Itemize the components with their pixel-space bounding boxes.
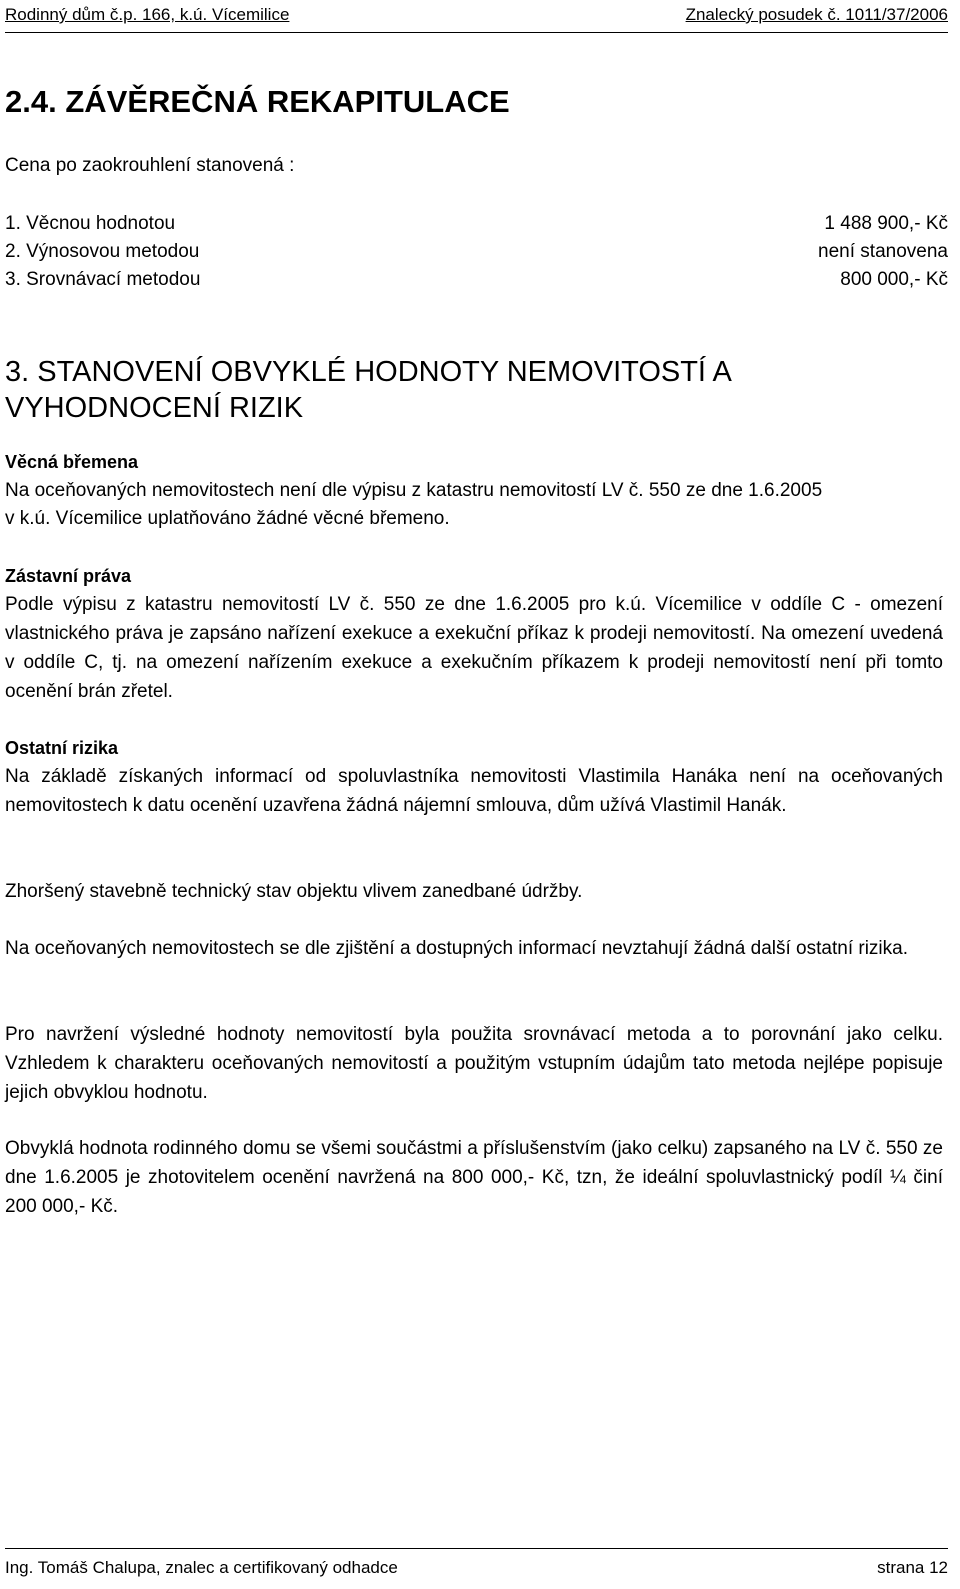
page-footer bbox=[5, 1548, 948, 1579]
price-intro: Cena po zaokrouhlení stanovená : bbox=[5, 155, 295, 176]
other-risks-heading: Ostatní rizika bbox=[5, 738, 119, 758]
recap-item-value: 1 488 900,- Kč bbox=[824, 213, 948, 234]
section-2-4-heading: 2.4. ZÁVĚREČNÁ REKAPITULACE bbox=[5, 84, 510, 119]
header-property-title: Rodinný dům č.p. 166, k.ú. Vícemilice bbox=[5, 5, 290, 24]
easements-text-line1: Na oceňovaných nemovitostech není dle výpisu z katastru nemovitostí LV č. 550 ze dne 1.6.2005 bbox=[5, 480, 823, 501]
section-3-heading-line2: VYHODNOCENÍ RIZIK bbox=[5, 392, 304, 424]
liens-text: Podle výpisu z katastru nemovitostí LV č. 550 ze dne 1.6.2005 pro k.ú. Vícemilice v oddíle C - omezení vlastnického práva je zapsáno nařízení exekuce a exekuční příkaz k prodeji nemovitostí. Na omezení uvedená v oddíle C, tj. na omezení nařízením exekuce a exekučním příkazem k prodeji nemovitostí není při tomto ocenění brán zřetel. bbox=[5, 594, 943, 702]
other-risks-paragraph: Pro navržení výsledné hodnoty nemovitostí byla použita srovnávací metoda a to porovnání jako celku. Vzhledem k charakteru oceňovaných nemovitostí a použitým vstupním údajům tato metoda nejlépe popisuje jejich obvyklou hodnotu. bbox=[5, 1024, 943, 1103]
header-report-number: Znalecký posudek č. 1011/37/2006 bbox=[685, 5, 948, 24]
recap-item-label: 1. Věcnou hodnotou bbox=[5, 213, 176, 234]
recap-item-label: 3. Srovnávací metodou bbox=[5, 269, 201, 290]
footer-page-number: strana 12 bbox=[877, 1558, 948, 1577]
recap-item-value: 800 000,- Kč bbox=[840, 269, 948, 290]
section-3-heading-line1: 3. STANOVENÍ OBVYKLÉ HODNOTY NEMOVITOSTÍ A bbox=[5, 356, 732, 388]
recap-item-label: 2. Výnosovou metodou bbox=[5, 241, 200, 262]
other-risks-paragraph: Na oceňovaných nemovitostech se dle zjištění a dostupných informací nevztahují žádná další ostatní rizika. bbox=[5, 938, 908, 959]
other-risks-paragraph: Obvyklá hodnota rodinného domu se všemi součástmi a příslušenstvím (jako celku) zapsaného na LV č. 550 ze dne 1.6.2005 je zhotovitelem ocenění navržená na 800 000,- Kč, tzn, že ideální spoluvlastnický podíl ¼ činí 200 000,- Kč. bbox=[5, 1138, 943, 1217]
footer-author: Ing. Tomáš Chalupa, znalec a certifikovaný odhadce bbox=[5, 1558, 398, 1577]
recap-item-value: není stanovena bbox=[818, 241, 948, 262]
easements-text-line2: v k.ú. Vícemilice uplatňováno žádné věcné břemeno. bbox=[5, 508, 450, 529]
other-risks-paragraph: Zhoršený stavebně technický stav objektu vlivem zanedbané údržby. bbox=[5, 881, 583, 902]
liens-heading: Zástavní práva bbox=[5, 566, 132, 586]
easements-heading: Věcná břemena bbox=[5, 452, 139, 472]
running-header bbox=[5, 2, 948, 33]
other-risks-paragraph: Na základě získaných informací od spoluvlastníka nemovitosti Vlastimila Hanáka není na oceňovaných nemovitostech k datu ocenění uzavřena žádná nájemní smlouva, dům užívá Vlastimil Hanák. bbox=[5, 766, 943, 816]
